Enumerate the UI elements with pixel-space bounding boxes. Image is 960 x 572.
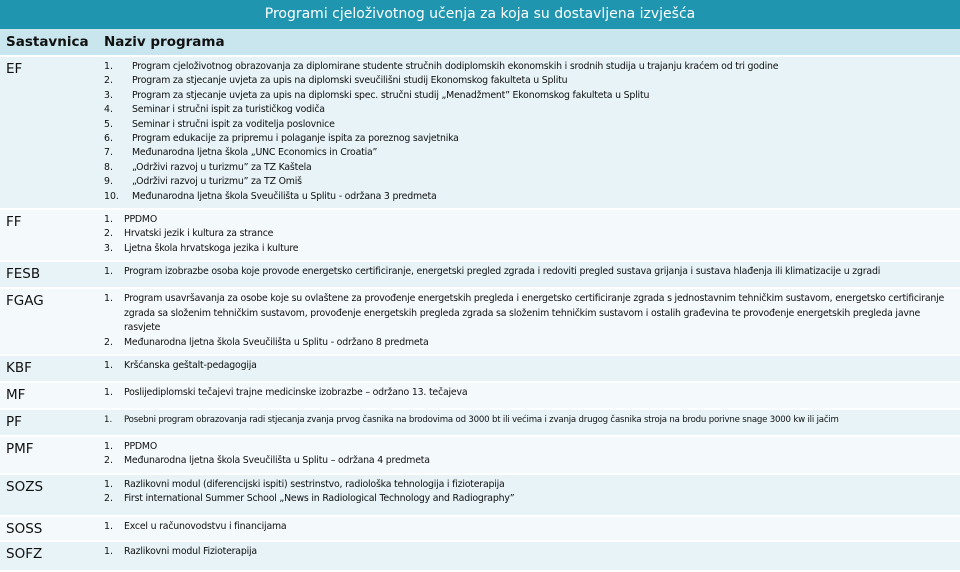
table-row — [0, 288, 960, 355]
table-row — [0, 516, 960, 541]
program-item-text: Program usavršavanja za osobe koje su ovlaštene za provođenje energetskih pregleda i energetsko certificiranje zgrada s jednostavnim tehničkim sustavom, energetsko certificiranje zgrada sa složenim tehničkim sustavom, provođenje energetskih pregleda zgrada sa složenim tehničkim sustavom i ostalih građevina te provođenje energetskih pregleda javne rasvjete — [124, 293, 945, 334]
table-row — [0, 541, 960, 571]
row-program-list — [98, 541, 960, 571]
program-item-text: PPDMO — [124, 214, 157, 226]
program-item — [104, 161, 954, 175]
program-item-number: 8. — [104, 161, 113, 173]
program-item-number: 1. — [104, 359, 113, 371]
program-item — [104, 520, 954, 534]
program-item-text: „Održivi razvoj u turizmu” za TZ Omiš — [132, 176, 302, 188]
program-item-text: Program cjeloživotnog obrazovanja za diplomirane studente stručnih dodiplomskih ekonomskih i srodnih studija u trajanju kraćem od tri godine — [132, 61, 779, 72]
program-item-number: 3. — [104, 242, 113, 254]
table-header-row — [0, 29, 960, 56]
program-item — [104, 242, 954, 256]
row-unit-name: MF — [0, 382, 98, 409]
program-item-text: First international Summer School „News in Radiological Technology and Radiography” — [124, 493, 515, 505]
row-program-list — [98, 355, 960, 382]
program-item-text: Međunarodna ljetna škola Sveučilišta u Splitu – održana 4 predmeta — [124, 455, 430, 467]
table-row — [0, 382, 960, 409]
row-unit-name: SOFZ — [0, 541, 98, 571]
page-title: Programi cjeloživotnog učenja za koja su dostavljena izvješća — [0, 0, 960, 29]
row-unit-name: SOZS — [0, 474, 98, 516]
program-item-number: 1. — [104, 520, 113, 532]
row-program-list — [98, 382, 960, 409]
program-item-number: 1. — [104, 293, 113, 305]
table-row — [0, 474, 960, 516]
program-item-number: 1. — [104, 440, 113, 452]
program-item-number: 2. — [104, 336, 113, 348]
program-item-number: 7. — [104, 147, 113, 159]
program-item-number: 2. — [104, 228, 113, 240]
program-item — [104, 89, 954, 103]
program-item — [104, 118, 954, 132]
program-item-number: 3. — [104, 89, 113, 101]
program-item-number: 1. — [104, 386, 113, 398]
program-item — [104, 386, 954, 400]
program-item-number: 1. — [104, 61, 113, 72]
program-item-text: „Održivi razvoj u turizmu” za TZ Kaštela — [132, 161, 312, 173]
program-item-text: Seminar i stručni ispit za turističkog vodiča — [132, 104, 325, 116]
program-item — [104, 492, 954, 506]
program-item-text: Poslijediplomski tečajevi trajne medicinske izobrazbe – održano 13. tečajeva — [124, 386, 468, 398]
row-unit-name: FF — [0, 209, 98, 261]
program-item-text: Hrvatski jezik i kultura za strance — [124, 228, 274, 240]
row-unit-name: PF — [0, 409, 98, 436]
program-item-number: 4. — [104, 104, 113, 116]
program-item-text: Razlikovni modul Fizioterapija — [124, 545, 257, 557]
program-item — [104, 227, 954, 241]
table-row — [0, 355, 960, 382]
program-item — [104, 265, 954, 279]
program-item-number: 1. — [104, 545, 113, 557]
program-item-text: Program za stjecanje uvjeta za upis na diplomski spec. stručni studij „Menadžment” Ekonomskog fakulteta u Splitu — [132, 89, 650, 101]
row-program-list — [98, 56, 960, 209]
table-row — [0, 209, 960, 261]
program-item-text: Excel u računovodstvu i financijama — [124, 520, 287, 532]
program-item — [104, 292, 954, 335]
table-row — [0, 56, 960, 209]
row-program-list — [98, 409, 960, 436]
program-item — [104, 175, 954, 189]
program-item-text: Program edukacije za pripremu i polaganje ispita za poreznog savjetnika — [132, 133, 459, 145]
table-row — [0, 436, 960, 474]
program-item-text: Program za stjecanje uvjeta za upis na diplomski sveučilišni studij Ekonomskog fakulteta u Splitu — [132, 75, 568, 87]
program-item — [104, 440, 954, 454]
program-item-text: Ljetna škola hrvatskoga jezika i kulture — [124, 242, 299, 254]
row-program-list — [98, 261, 960, 288]
program-item-number: 2. — [104, 493, 113, 505]
row-unit-name: PMF — [0, 436, 98, 474]
program-item-number: 1. — [104, 266, 113, 278]
header-sastavnica: Sastavnica — [0, 29, 98, 56]
program-item — [104, 213, 954, 227]
program-item — [104, 478, 954, 492]
row-program-list — [98, 516, 960, 541]
program-item — [104, 545, 954, 559]
program-item-number: 2. — [104, 75, 113, 87]
program-item-text: Razlikovni modul (diferencijski ispiti) sestrinstvo, radiološka tehnologija i fizioterapija — [124, 478, 505, 490]
program-item-number: 2. — [104, 455, 113, 467]
program-item — [104, 146, 954, 160]
row-unit-name: FGAG — [0, 288, 98, 355]
row-program-list — [98, 474, 960, 516]
program-item-number: 6. — [104, 133, 113, 145]
row-unit-name: KBF — [0, 355, 98, 382]
program-item-number: 1. — [104, 414, 113, 425]
row-unit-name: FESB — [0, 261, 98, 288]
program-item — [104, 132, 954, 146]
program-item — [104, 359, 954, 373]
program-item — [104, 413, 954, 427]
row-unit-name: EF — [0, 56, 98, 209]
program-item-number: 5. — [104, 118, 113, 130]
program-item-text: Kršćanska geštalt-pedagogija — [124, 359, 257, 371]
program-item-text: Program izobrazbe osoba koje provode energetsko certificiranje, energetski pregled zgrada i redoviti pregled sustava grijanja i sustava hlađenja ili klimatizacije u zgradi — [124, 266, 881, 278]
program-item-number: 9. — [104, 176, 113, 188]
programs-table — [0, 29, 960, 572]
program-item — [104, 60, 954, 74]
program-item-text: Međunarodna ljetna škola Sveučilišta u Splitu - održana 3 predmeta — [132, 190, 437, 202]
program-item — [104, 454, 954, 468]
program-item — [104, 103, 954, 117]
header-naziv-programa: Naziv programa — [98, 29, 960, 56]
table-row — [0, 261, 960, 288]
row-program-list — [98, 209, 960, 261]
program-item-number: 1. — [104, 214, 113, 226]
program-item-text: Seminar i stručni ispit za voditelja poslovnice — [132, 118, 335, 130]
table-row — [0, 409, 960, 436]
program-item-number: 10. — [104, 190, 119, 202]
program-item-text: Međunarodna ljetna škola Sveučilišta u Splitu - održano 8 predmeta — [124, 336, 429, 348]
program-item — [104, 336, 954, 350]
program-item-text: PPDMO — [124, 440, 157, 452]
program-item-text: Posebni program obrazovanja radi stjecanja zvanja prvog časnika na brodovima od 3000 bt ili većima i zvanja drugog časnika stroja na brodu porivne snage 3000 kw ili jačim — [124, 414, 839, 425]
row-unit-name: SOSS — [0, 516, 98, 541]
row-program-list — [98, 288, 960, 355]
program-item — [104, 74, 954, 88]
program-item-text: Međunarodna ljetna škola „UNC Economics in Croatia” — [132, 147, 378, 159]
program-item-number: 1. — [104, 478, 113, 490]
program-item — [104, 190, 954, 204]
row-program-list — [98, 436, 960, 474]
